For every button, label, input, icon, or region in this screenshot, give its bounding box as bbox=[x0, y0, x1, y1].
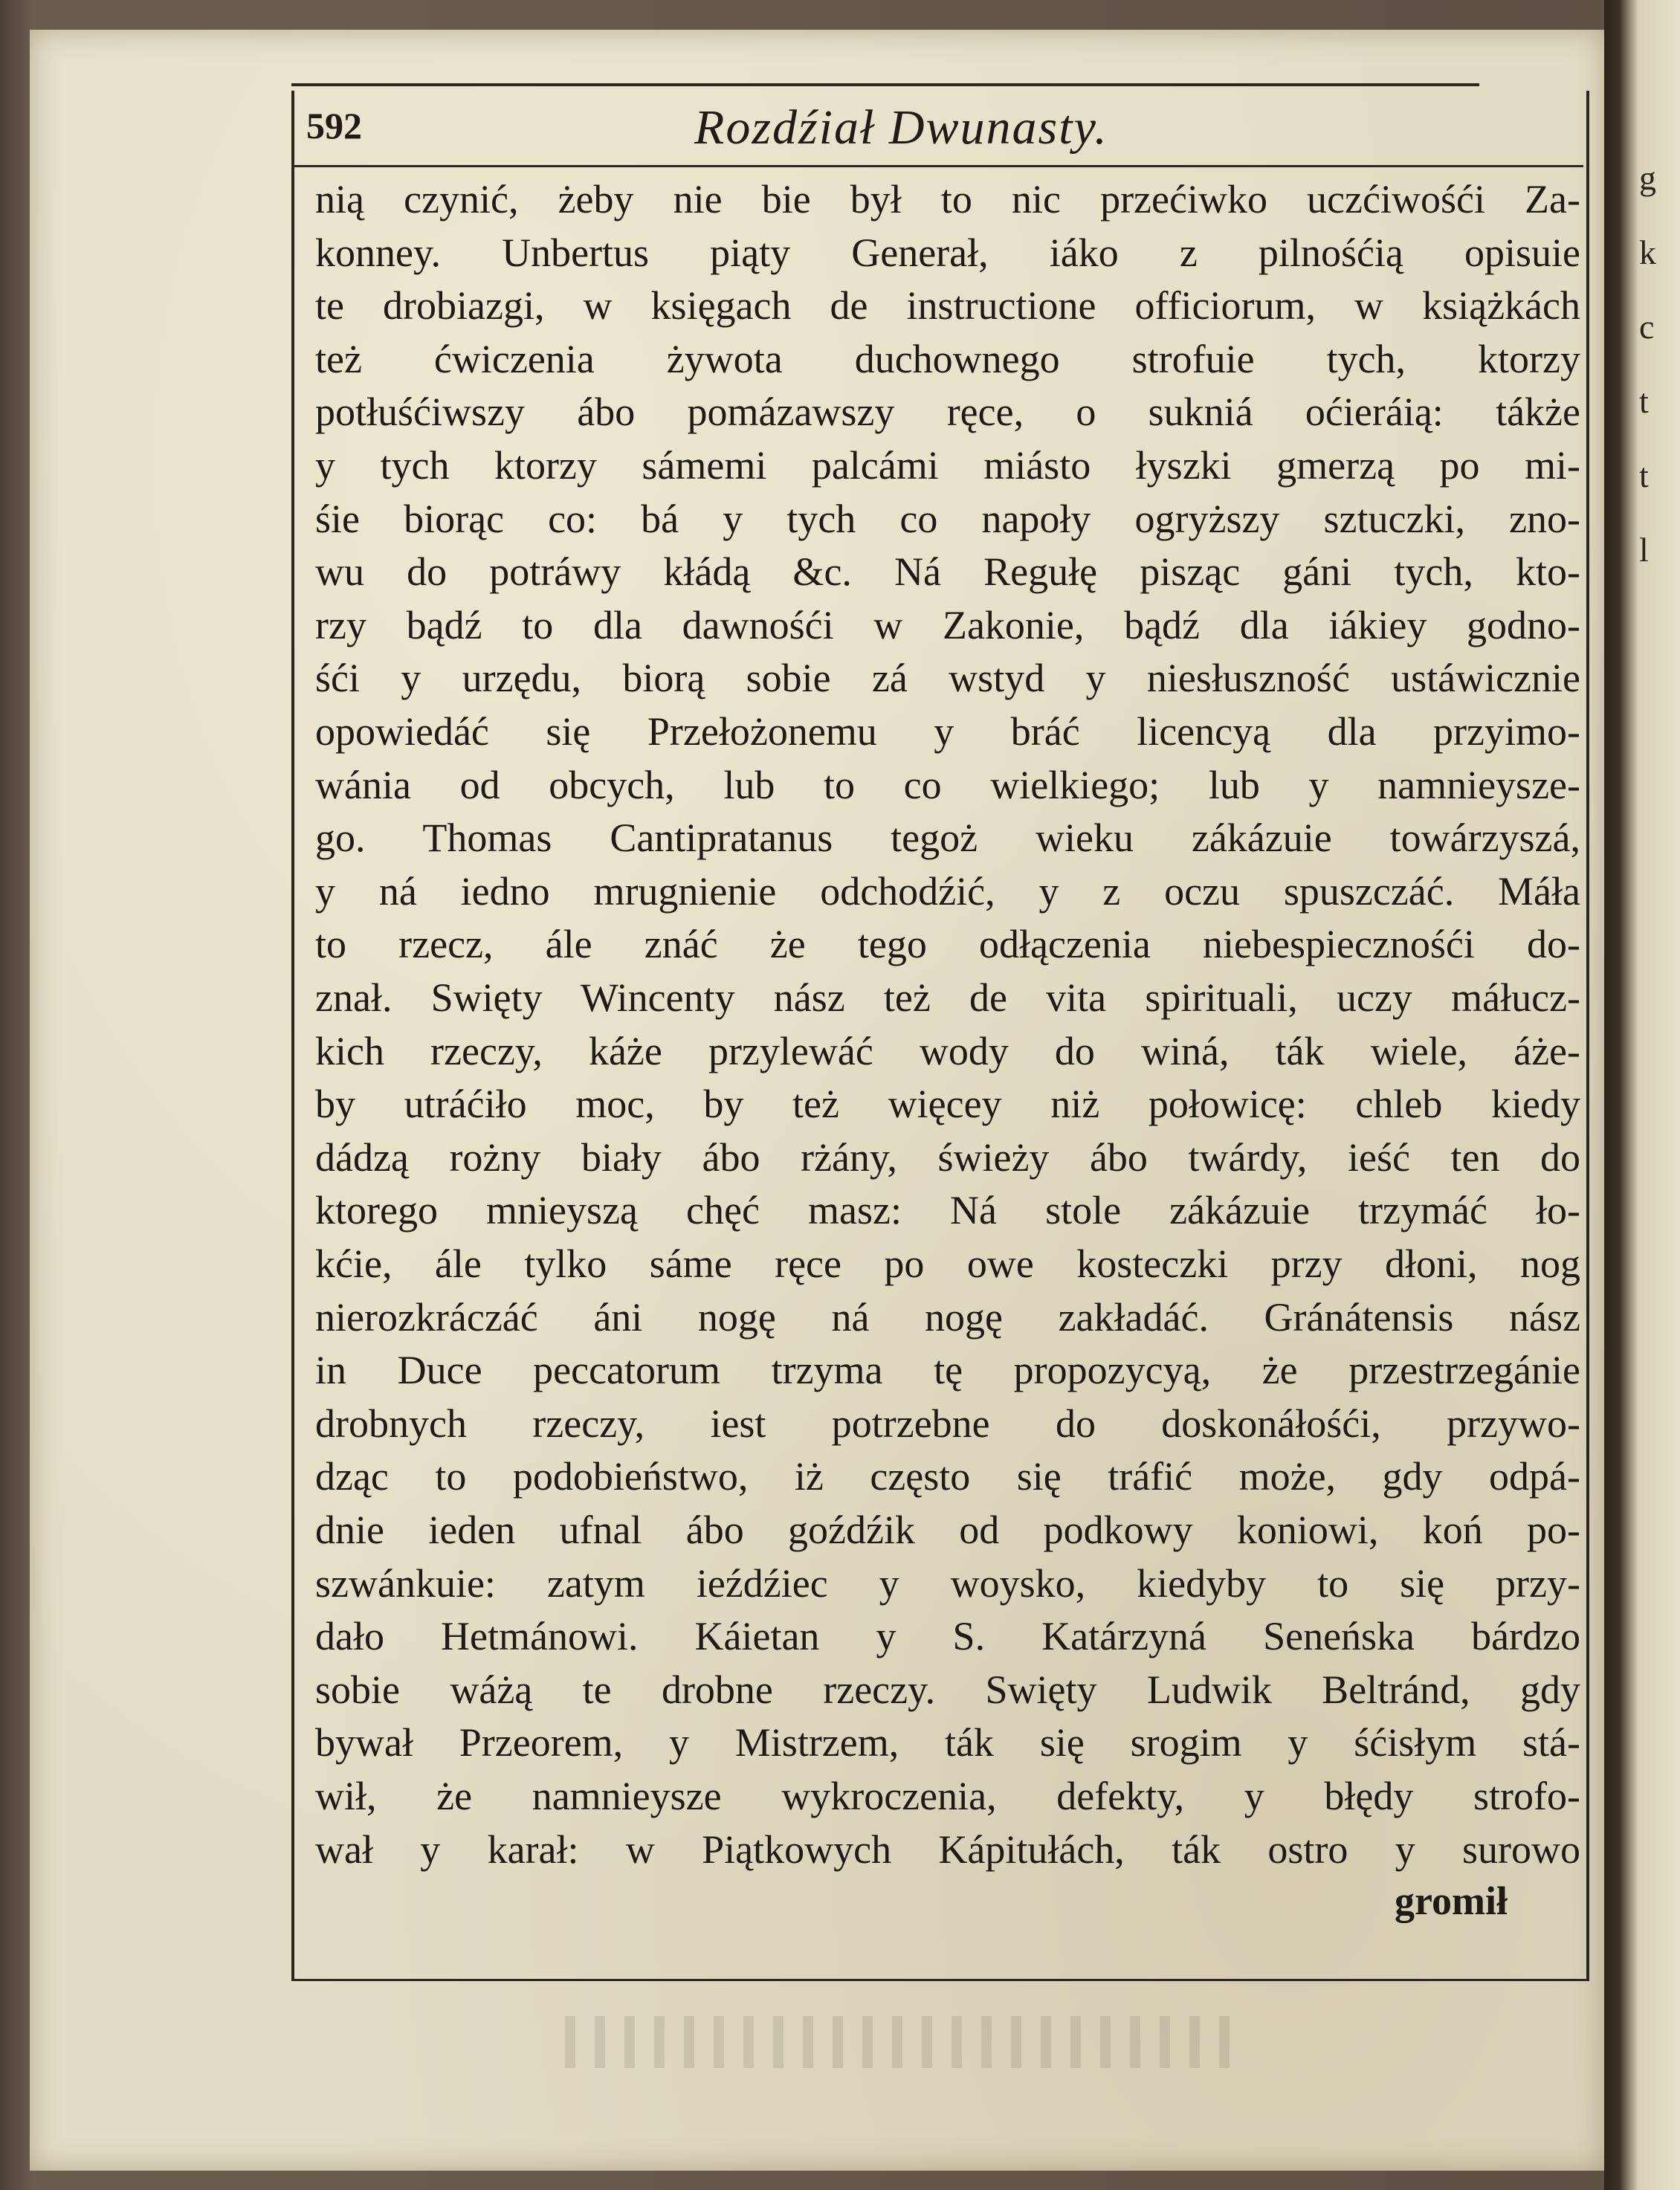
facing-page-letter: t bbox=[1639, 456, 1649, 494]
running-head: Rozdźiał Dwunasty. bbox=[694, 100, 1108, 155]
text-line: y tych ktorzy sámemi palcámi miásto łyszki gmerzą po mi- bbox=[315, 443, 1580, 488]
text-line: konney. Unbertus piąty Generał, iáko z pilnośćią opisuie bbox=[315, 230, 1580, 275]
header-rule bbox=[291, 165, 1583, 167]
page-header bbox=[300, 97, 1519, 171]
facing-page-edge bbox=[1639, 141, 1676, 587]
show-through-text bbox=[565, 2016, 1234, 2068]
text-line: go. Thomas Cantipratanus tegoż wieku zákázuie towárzyszá, bbox=[315, 815, 1580, 861]
text-line: te drobiazgi, w księgach de instructione officiorum, w książkách bbox=[315, 283, 1580, 329]
text-line: to rzecz, ále znáć że tego odłączenia niebespiecznośći do- bbox=[315, 922, 1580, 967]
text-line: ktorego mnieyszą chęć masz: Ná stole zákázuie trzymáć ło- bbox=[315, 1188, 1580, 1233]
text-line: wánia od obcych, lub to co wielkiego; lub y namnieysze- bbox=[315, 762, 1580, 807]
page-number: 592 bbox=[306, 105, 362, 146]
facing-page-letter: l bbox=[1639, 531, 1649, 569]
catchword: gromił bbox=[1395, 1879, 1508, 1923]
facing-page-letter: t bbox=[1639, 382, 1649, 420]
text-line: szwánkuie: zatym ieźdźiec y woysko, kiedyby to się przy- bbox=[315, 1560, 1580, 1606]
text-line: nierozkráczáć áni nogę ná nogę zakładáć. Gránátensis nász bbox=[315, 1294, 1580, 1340]
text-line: by utráćiło moc, by też więcey niż połowicę: chleb kiedy bbox=[315, 1082, 1580, 1127]
text-line: in Duce peccatorum trzyma tę propozycyą, że przestrzegánie bbox=[315, 1348, 1580, 1393]
text-line: dnie ieden ufnal ábo goźdźik od podkowy koniowi, koń po- bbox=[315, 1508, 1580, 1552]
text-line: kćie, ále tylko sáme ręce po owe kosteczki przy dłoni, nog bbox=[315, 1241, 1580, 1286]
text-line: opowiedáć się Przełożonemu y bráć licencyą dla przyimo- bbox=[315, 709, 1580, 754]
text-line: też ćwiczenia żywota duchownego strofuie tych, ktorzy bbox=[315, 336, 1580, 381]
text-line: dząc to podobieństwo, iż często się tráfić może, gdy odpá- bbox=[315, 1454, 1580, 1499]
text-line: drobnych rzeczy, iest potrzebne do doskonáłośći, przywo- bbox=[315, 1401, 1580, 1446]
facing-page-letter: g bbox=[1639, 159, 1656, 197]
text-line: wał y karał: w Piątkowych Kápitułách, ták ostro y surowo bbox=[315, 1826, 1580, 1872]
text-line: śie biorąc co: bá y tych co napoły ogryższy sztuczki, zno- bbox=[315, 496, 1580, 541]
text-line: dało Hetmánowi. Káietan y S. Katárzyná Seneńska bárdzo bbox=[315, 1614, 1580, 1659]
text-line: y ná iedno mrugnienie odchodźić, y z oczu spuszczáć. Máła bbox=[315, 868, 1580, 914]
text-line: sobie wáżą te drobne rzeczy. Swięty Ludwik Beltránd, gdy bbox=[315, 1667, 1580, 1712]
top-rule bbox=[291, 83, 1479, 86]
body-text bbox=[315, 172, 1580, 1949]
facing-page-letter: c bbox=[1639, 308, 1655, 346]
text-line: kich rzeczy, káże przylewáć wody do winá, ták wiele, áże- bbox=[315, 1028, 1580, 1073]
facing-page-letter: k bbox=[1639, 233, 1656, 271]
text-line: nią czynić, żeby nie bie był to nic przećiwko uczćiwośći Za- bbox=[315, 177, 1580, 222]
text-line: rzy bądź to dla dawnośći w Zakonie, bądź dla iákiey godno- bbox=[315, 602, 1580, 647]
text-line: śći y urzędu, biorą sobie zá wstyd y niesłuszność ustáwicznie bbox=[315, 656, 1580, 701]
text-line: dádzą rożny biały ábo rżány, świeży ábo twárdy, ieść ten do bbox=[315, 1134, 1580, 1180]
text-line: wu do potráwy kłádą &c. Ná Regułę pisząc gáni tych, kto- bbox=[315, 549, 1580, 595]
text-line: wił, że namnieysze wykroczenia, defekty, y błędy strofo- bbox=[315, 1774, 1580, 1818]
text-line: znał. Swięty Wincenty nász też de vita spirituali, uczy máłucz- bbox=[315, 975, 1580, 1020]
text-line: bywał Przeorem, y Mistrzem, ták się srogim y śćisłym stá- bbox=[315, 1720, 1580, 1766]
text-line: potłuśćiwszy ábo pomázawszy ręce, o sukniá oćieráią: tákże bbox=[315, 390, 1580, 435]
